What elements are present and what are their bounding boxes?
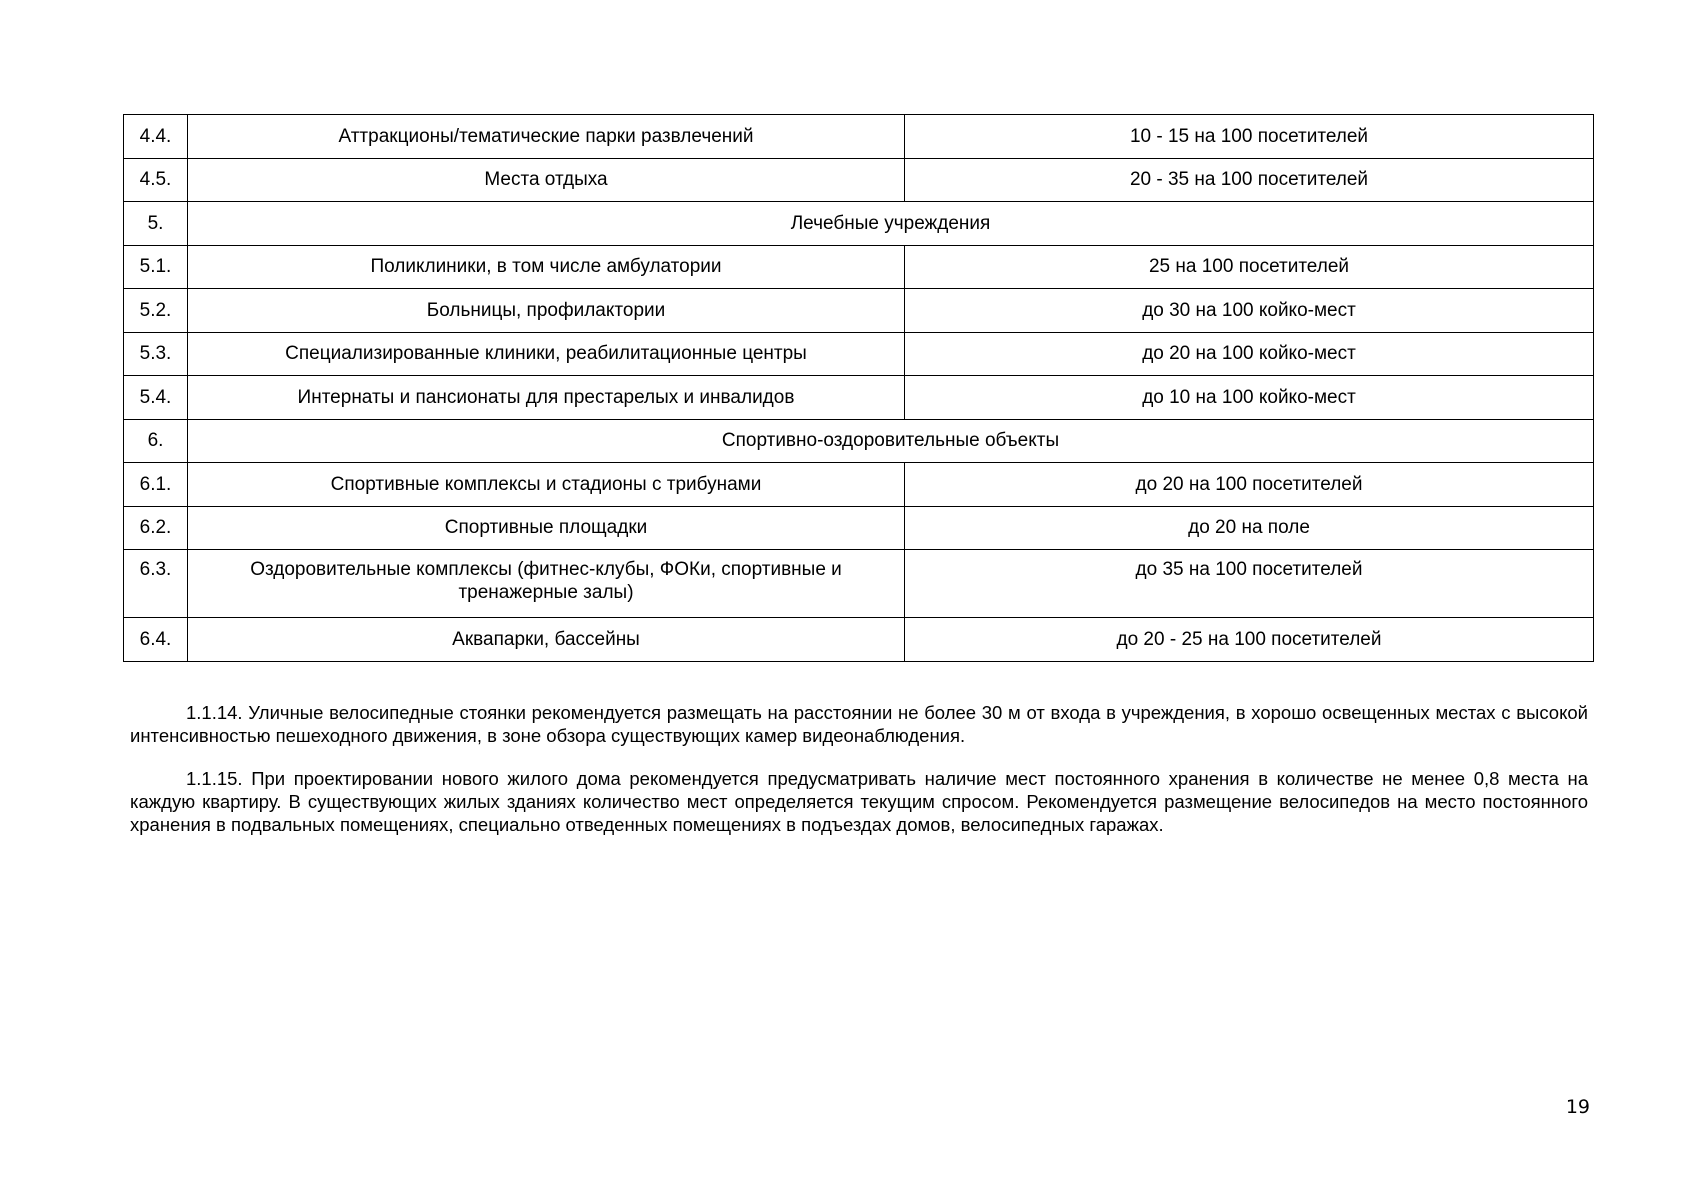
table-section-row [124, 419, 1594, 463]
section-title: Спортивно-оздоровительные объекты [188, 419, 1594, 463]
parking-norm: 10 - 15 на 100 посетителей [905, 115, 1594, 159]
object-type: Интернаты и пансионаты для престарелых и инвалидов [188, 376, 905, 420]
table-row [124, 618, 1594, 662]
table-row [124, 245, 1594, 289]
object-type: Больницы, профилактории [188, 289, 905, 333]
table-row [124, 289, 1594, 333]
table-body [124, 115, 1594, 662]
parking-norm: до 10 на 100 койко-мест [905, 376, 1594, 420]
object-type: Аквапарки, бассейны [188, 618, 905, 662]
row-number: 6.3. [124, 550, 188, 618]
row-number: 6.2. [124, 506, 188, 550]
section-title: Лечебные учреждения [188, 202, 1594, 246]
object-type: Оздоровительные комплексы (фитнес-клубы, ФОКи, спортивные и тренажерные залы) [188, 550, 905, 618]
object-type: Спортивные площадки [188, 506, 905, 550]
object-type: Специализированные клиники, реабилитационные центры [188, 332, 905, 376]
parking-norm: 25 на 100 посетителей [905, 245, 1594, 289]
paragraph-1-1-15: 1.1.15. При проектировании нового жилого дома рекомендуется предусматривать наличие мест постоянного хранения в количестве не менее 0,8 места на каждую квартиру. В существующих жилых зданиях количество мест определяется текущим спросом. Рекомендуется размещение велосипедов на место постоянного хранения в подвальных помещениях, специально отведенных помещениях в подъездах домов, велосипедных гаражах. [130, 768, 1588, 835]
parking-norm: до 20 - 25 на 100 посетителей [905, 618, 1594, 662]
parking-norm: до 30 на 100 койко-мест [905, 289, 1594, 333]
parking-norm: 20 - 35 на 100 посетителей [905, 158, 1594, 202]
row-number: 4.4. [124, 115, 188, 159]
parking-norm: до 35 на 100 посетителей [905, 550, 1594, 618]
body-text [130, 701, 1588, 856]
table-row [124, 158, 1594, 202]
table-row [124, 463, 1594, 507]
table-section-row [124, 202, 1594, 246]
row-number: 6.4. [124, 618, 188, 662]
table-row [124, 332, 1594, 376]
table-row [124, 115, 1594, 159]
row-number: 6.1. [124, 463, 188, 507]
parking-norm: до 20 на 100 посетителей [905, 463, 1594, 507]
row-number: 5.2. [124, 289, 188, 333]
object-type: Места отдыха [188, 158, 905, 202]
row-number: 5.1. [124, 245, 188, 289]
object-type: Поликлиники, в том числе амбулатории [188, 245, 905, 289]
paragraph-1-1-14: 1.1.14. Уличные велосипедные стоянки рекомендуется размещать на расстоянии не более 30 м от входа в учреждения, в хорошо освещенных местах с высокой интенсивностью пешеходного движения, в зоне обзора существующих камер видеонаблюдения. [130, 702, 1588, 746]
parking-norm: до 20 на поле [905, 506, 1594, 550]
row-number: 4.5. [124, 158, 188, 202]
page-number: 19 [1565, 1096, 1590, 1118]
table-row [124, 506, 1594, 550]
table-row [124, 376, 1594, 420]
row-number: 5.4. [124, 376, 188, 420]
object-type: Спортивные комплексы и стадионы с трибунами [188, 463, 905, 507]
parking-norm: до 20 на 100 койко-мест [905, 332, 1594, 376]
row-number: 6. [124, 419, 188, 463]
table-row [124, 550, 1594, 618]
row-number: 5.3. [124, 332, 188, 376]
row-number: 5. [124, 202, 188, 246]
object-type: Аттракционы/тематические парки развлечений [188, 115, 905, 159]
parking-norms-table [123, 114, 1594, 662]
